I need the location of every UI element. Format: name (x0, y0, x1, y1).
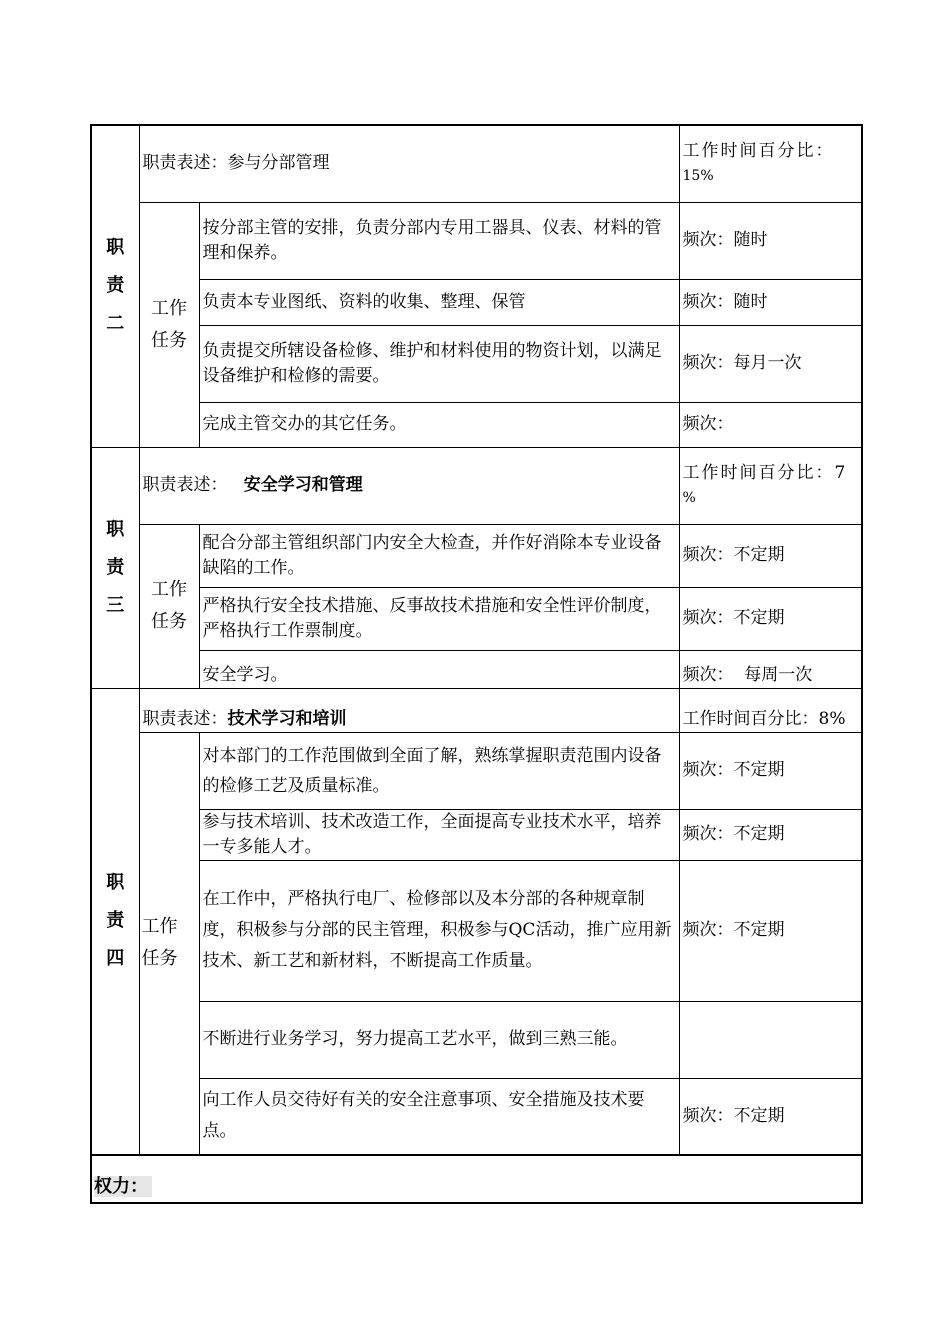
desc-prefix: 职责表述： (142, 475, 228, 495)
duty-4-task-3: 在工作中，严格执行电厂、检修部以及本分部的各种规章制度，积极参与分部的民主管理，积极参与QC活动，推广应用新技术、新工艺和新材料，不断提高工作质量。 (199, 860, 679, 1001)
job-description-table (90, 124, 861, 1204)
duty-4-task-label (139, 732, 199, 1155)
duty-4-task-2-freq: 频次：不定期 (679, 809, 862, 860)
duty-4-task-3-freq: 频次：不定期 (679, 860, 862, 1001)
duty-2-label-text: 职 责 二 (106, 237, 125, 335)
duty-3-task-label (139, 524, 199, 688)
duty-4-description (139, 688, 679, 732)
desc-prefix: 职责表述： (142, 153, 228, 174)
duty-3-percent (679, 447, 862, 524)
duty-2-task-4-freq: 频次： (679, 402, 862, 447)
task-label-text: 工作 任务 (141, 916, 178, 970)
percent-value: 15% (682, 168, 714, 185)
duty-4-task-4: 不断进行业务学习，努力提高工艺水平，做到三熟三能。 (199, 1001, 679, 1078)
percent-label: 工作时间百分比： (682, 141, 835, 162)
duty-2-task-2-freq: 频次：随时 (679, 279, 862, 325)
duty-3-description (139, 447, 679, 524)
duty-3-task-3-freq: 频次： 每周一次 (679, 650, 862, 688)
rights-row (91, 1155, 862, 1203)
duty-3-label (91, 447, 139, 688)
percent-label: 工作时间百分比：8% (682, 708, 846, 729)
duty-2-description (139, 125, 679, 202)
duty-3-task-2: 严格执行安全技术措施、反事故技术措施和安全性评价制度，严格执行工作票制度。 (199, 587, 679, 650)
desc-text: 参与分部管理 (227, 153, 330, 174)
desc-text: 安全学习和管理 (243, 475, 363, 495)
duty-4-task-5-freq: 频次：不定期 (679, 1078, 862, 1155)
duty-2-task-1: 按分部主管的安排，负责分部内专用工器具、仪表、材料的管理和保养。 (199, 202, 679, 279)
duty-3-task-3: 安全学习。 (199, 650, 679, 688)
duty-4-task-4-freq (679, 1001, 862, 1078)
duty-3-task-2-freq: 频次：不定期 (679, 587, 862, 650)
task-label-text: 工作 任务 (151, 297, 187, 351)
duty-2-percent (679, 125, 862, 202)
duty-2-task-3: 负责提交所辖设备检修、维护和材料使用的物资计划，以满足设备维护和检修的需要。 (199, 325, 679, 402)
duty-2-task-2: 负责本专业图纸、资料的收集、整理、保管 (199, 279, 679, 325)
duty-4-task-5: 向工作人员交待好有关的安全注意事项、安全措施及技术要点。 (199, 1078, 679, 1155)
desc-prefix: 职责表述： (142, 708, 228, 729)
duty-4-task-1-freq: 频次：不定期 (679, 732, 862, 809)
percent-label: 工作时间百分比：7 (682, 463, 848, 483)
duty-2-task-label (139, 202, 199, 447)
duty-4-percent (679, 688, 862, 732)
duty-2-label (91, 125, 139, 447)
rights-label: 权力： (94, 1176, 152, 1197)
duties-table (90, 124, 863, 1204)
duty-3-label-text: 职 责 三 (106, 518, 125, 616)
duty-3-task-1-freq: 频次：不定期 (679, 524, 862, 587)
desc-text: 技术学习和培训 (227, 708, 347, 729)
duty-4-label-text: 职 责 四 (106, 872, 125, 970)
duty-4-task-2: 参与技术培训、技术改造工作，全面提高专业技术水平，培养一专多能人才。 (199, 809, 679, 860)
duty-4-label (91, 688, 139, 1155)
percent-value: % (682, 490, 696, 506)
duty-4-task-1: 对本部门的工作范围做到全面了解，熟练掌握职责范围内设备的检修工艺及质量标准。 (199, 732, 679, 809)
duty-2-task-3-freq: 频次：每月一次 (679, 325, 862, 402)
duty-2-task-1-freq: 频次：随时 (679, 202, 862, 279)
duty-2-task-4: 完成主管交办的其它任务。 (199, 402, 679, 447)
duty-3-task-1: 配合分部主管组织部门内安全大检查，并作好消除本专业设备缺陷的工作。 (199, 524, 679, 587)
task-label-text: 工作 任务 (151, 579, 187, 632)
